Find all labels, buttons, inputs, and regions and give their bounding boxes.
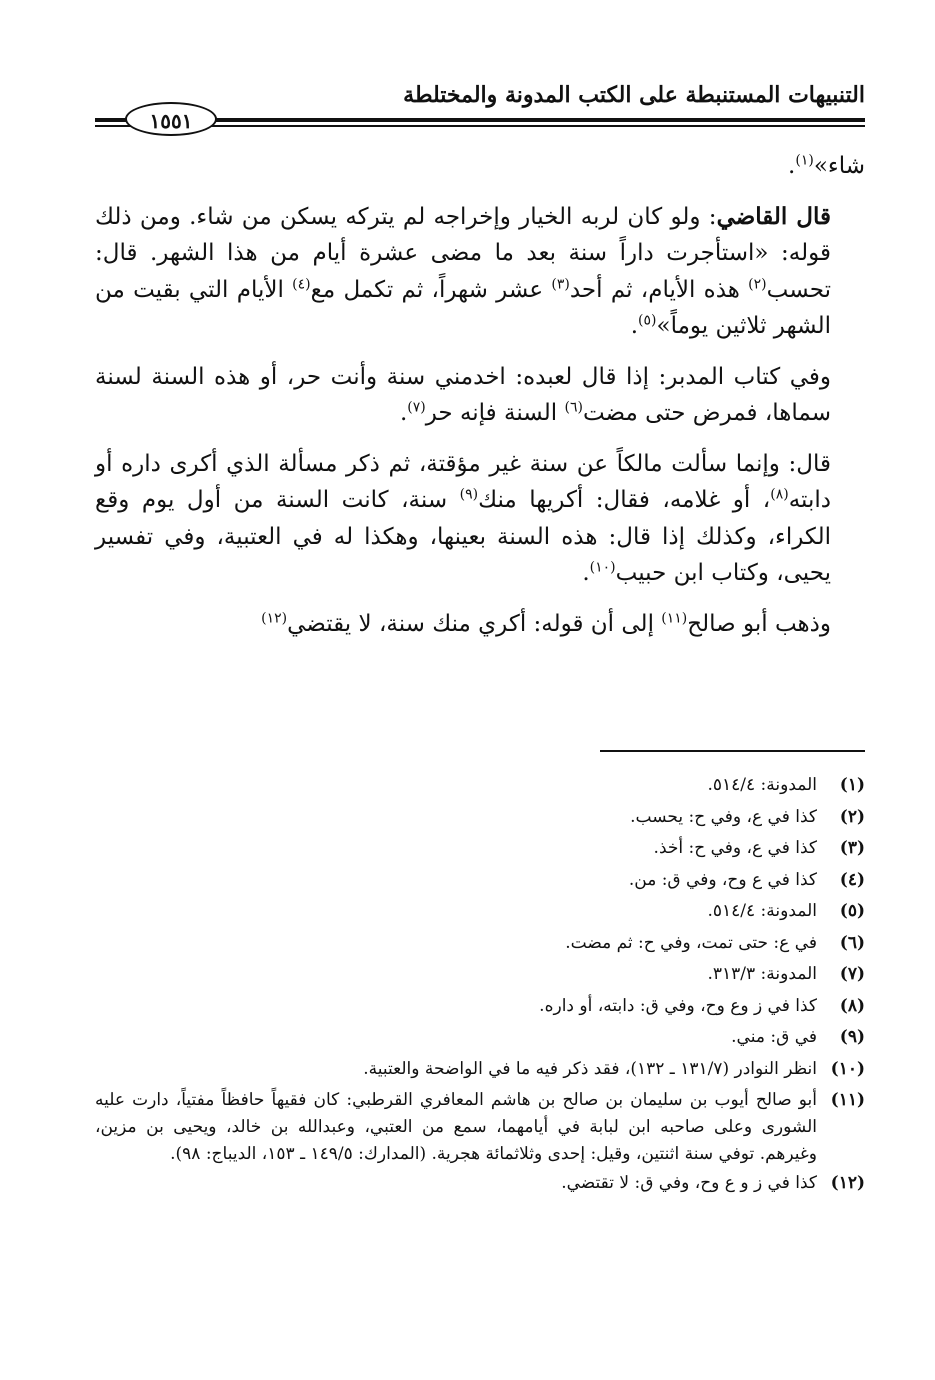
footnote-ref[interactable]: (٧) [407,399,426,416]
footnote-item [95,1022,865,1054]
footnote-number: (١١) [830,1090,865,1110]
footnote-item [95,959,865,991]
footnote-ref[interactable]: (١٢) [261,609,288,626]
p5-text-1: وذهب أبو صالح [687,610,831,637]
footnote-number: (٢) [839,806,865,827]
running-title: التنبيهات المستنبطة على الكتب المدونة والمختلطة [403,82,865,108]
footnote-number: (٤) [839,869,865,890]
footnote-number: (١٠) [830,1058,865,1079]
p2-text-3: عشر شهراً، ثم تكمل مع [310,276,552,303]
paragraph-4 [95,446,865,592]
footnote-text: في ق: مني. [731,1027,817,1047]
footnote-ref[interactable]: (٤) [292,275,311,292]
footnote-text: كذا في ز و ع وح، وفي ق: لا تقتضي. [561,1173,817,1193]
footnote-item [95,1085,865,1168]
footnote-number: (٧) [839,964,865,984]
speaker-label: قال القاضي [716,202,831,230]
p3-text-1: وفي كتاب المدبر: إذا قال لعبده: اخدمني سنة وأنت حر، أو هذه السنة لسنة سماها، فمرض حتى مضت [95,363,831,426]
footnote-number: (٩) [839,1027,865,1047]
p2-text-2: هذه الأيام، ثم أحد [569,276,749,303]
footnote-item [95,770,865,802]
footnote-text: المدونة: ٥١٤/٤. [707,775,817,795]
p2-text-1: : ولو كان لربه الخيار وإخراجه لم يتركه يسكن من شاء. ومن ذلك قوله: «استأجرت داراً سنة بعد ما مضى عشرة أيام من هذا الشهر. قال: تحسب [95,203,831,303]
p2-end: . [630,313,639,339]
page-number: ١٥٥١ [125,102,217,136]
footnote-number: (١) [839,775,865,795]
p2-text-4: الأيام التي بقيت من الشهر ثلاثين يوماً» [95,276,831,339]
footnote-ref[interactable]: (٩) [459,486,479,503]
footnote-number: (٣) [839,838,865,858]
footnote-ref[interactable]: (٥) [638,312,657,329]
paragraph-5 [95,606,865,643]
footnote-ref[interactable]: (٢) [748,275,767,292]
p1-end: . [788,153,796,179]
footnote-text: في ع: حتى تمت، وفي ح: ثم مضت. [565,932,817,953]
footnote-text: كذا في ع وح، وفي ق: من. [628,869,817,890]
page-header [95,70,865,133]
footnotes [95,770,865,1200]
footnote-number: (٦) [839,932,865,953]
footnote-text: المدونة: ٥١٤/٤. [707,901,817,921]
p4-text-3: سنة، كانت السنة من أول يوم وقع الكراء، وكذلك إذا قال: هذه السنة بعينها، وهكذا له في العتبية، وفي تفسير يحيى، وكتاب ابن حبيب [95,487,831,586]
footnote-text: انظر النوادر (١٣١/٧ ـ ١٣٢)، فقد ذكر فيه ما في الواضحة والعتبية. [363,1058,817,1079]
footnote-text: كذا في ز وع وح، وفي ق: دابته، أو داره. [539,995,817,1016]
p4-text-2: ، أو غلامه، فقال: أكريها منك [478,487,771,513]
footnote-item [95,865,865,897]
p5-text-2: إلى أن قوله: أكري منك سنة، لا يقتضي [287,610,662,637]
footnote-item [95,896,865,928]
footnote-text: المدونة: ٣١٣/٣. [707,964,817,984]
p3-end: . [399,400,408,426]
footnote-text: كذا في ع، وفي ح: أخذ. [653,838,817,858]
footnote-item [95,802,865,834]
p1-text: شاء» [813,153,865,179]
footnote-separator [600,750,865,752]
p3-text-2: السنة فإنه حر [425,400,565,426]
footnote-ref[interactable]: (٣) [551,275,570,292]
paragraph-1 [95,148,865,185]
footnote-number: (٨) [839,995,865,1016]
p4-end: . [582,560,590,586]
footnote-ref[interactable]: (١) [795,152,814,169]
footnote-number: (٥) [839,901,865,921]
footnote-text: كذا في ع، وفي ح: يحسب. [630,806,817,827]
p4-text-1: قال: وإنما سألت مالكاً عن سنة غير مؤقتة، ثم ذكر مسألة الذي أكرى داره أو دابته [95,450,831,513]
footnote-item [95,991,865,1023]
footnote-text: أبو صالح أيوب بن سليمان بن صالح بن هاشم المعافري القرطبي: كان فقيهاً حافظاً مفتياً، دارت عليه الشورى وعلى صاحبه ابن لبابة في أيامهما، سمع من العتبي، وعبدالله بن خالد، ويحيى بن مزين، وغيرهم. توفي سنة اثنتين، وقيل: إحدى وثلاثمائة هجرية. (المدارك: ١٤٩/٥ ـ ١٥٣، الديباج: ٩٨). [95,1090,817,1164]
footnote-ref[interactable]: (١١) [661,609,688,626]
footnote-number: (١٢) [830,1173,865,1193]
footnote-ref[interactable]: (٦) [564,399,583,416]
footnote-item [95,1054,865,1086]
main-text [95,148,865,656]
paragraph-3 [95,359,865,432]
footnote-item [95,1168,865,1200]
paragraph-2 [95,199,865,345]
footnote-item [95,928,865,960]
footnote-ref[interactable]: (١٠) [589,559,616,576]
footnote-ref[interactable]: (٨) [770,486,789,503]
footnote-item [95,833,865,865]
